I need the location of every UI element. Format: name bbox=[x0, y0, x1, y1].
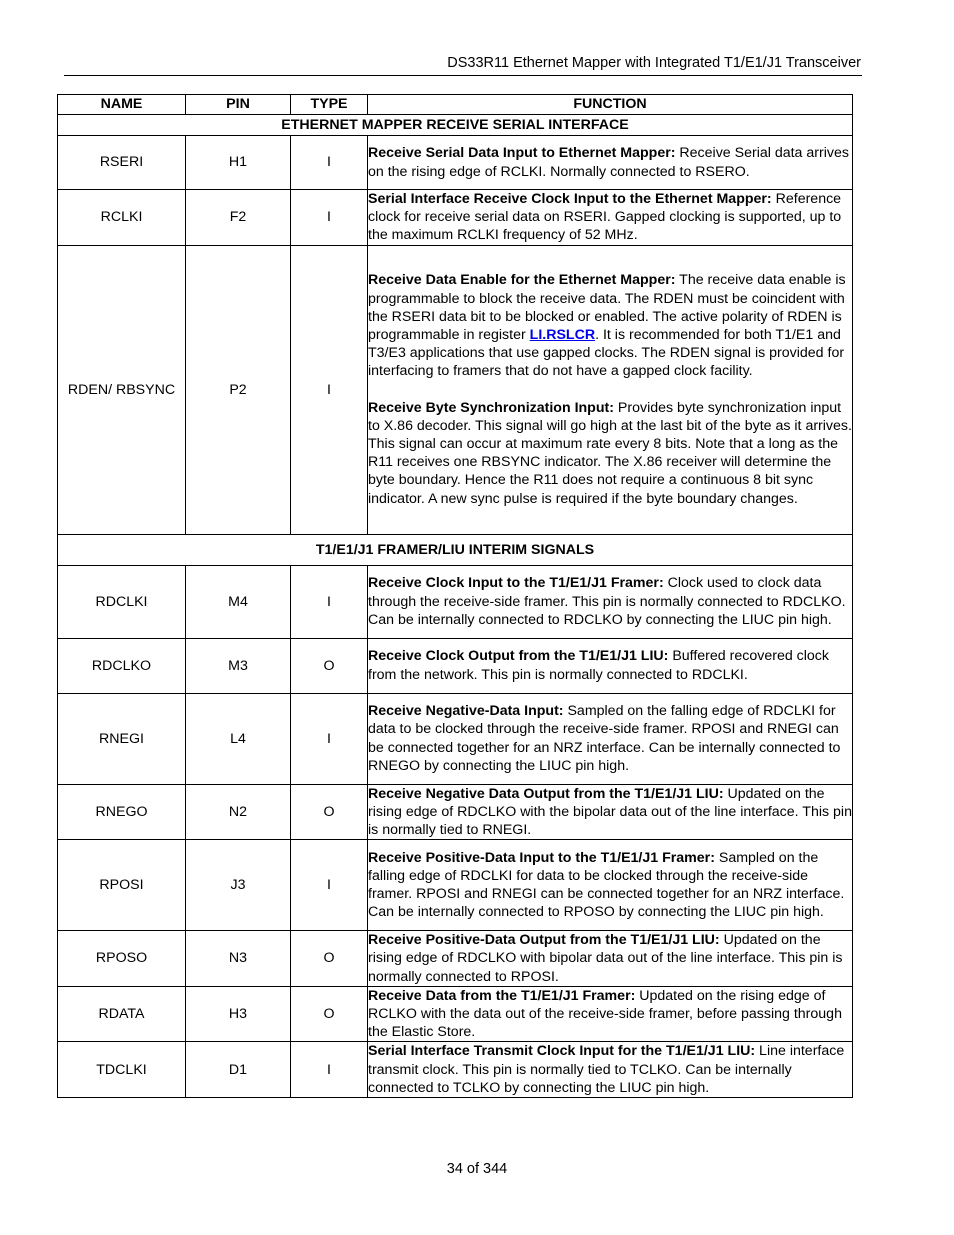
table-row bbox=[58, 638, 853, 693]
column-header-pin: PIN bbox=[186, 95, 291, 115]
function-text: Clock used to clock data through the receive-side framer. This pin is normally connected to RDCLKO. Can be internally connected to RDCLKO by connecting the LIUC pin high. bbox=[368, 575, 846, 628]
pin-number: L4 bbox=[186, 693, 291, 784]
pin-number: N2 bbox=[186, 784, 291, 840]
table-row bbox=[58, 693, 853, 784]
function-title: Receive Data Enable for the Ethernet Mapper: bbox=[368, 272, 676, 289]
function-text: Buffered recovered clock from the network. This pin is normally connected to RDCLKI. bbox=[368, 648, 829, 683]
section-title: ETHERNET MAPPER RECEIVE SERIAL INTERFACE bbox=[58, 115, 853, 136]
table-row bbox=[58, 931, 853, 987]
table-row bbox=[58, 1042, 853, 1098]
pin-function bbox=[368, 784, 853, 840]
pin-name: TDCLKI bbox=[58, 1042, 186, 1098]
pin-type: I bbox=[291, 245, 368, 534]
table-header-row bbox=[58, 95, 853, 115]
function-text: Updated on the rising edge of RCLKO with the data out of the receive-side framer, before passing through the Elastic Store. bbox=[368, 987, 842, 1041]
pin-function bbox=[368, 840, 853, 931]
function-text: The receive data enable is programmable to block the receive data. The RDEN must be coincident with the RSERI data bit to be blocked or enabled. The active polarity of RDEN is programmable in register bbox=[368, 272, 846, 343]
pin-name: RPOSI bbox=[58, 840, 186, 931]
table-row bbox=[58, 986, 853, 1042]
pin-number: J3 bbox=[186, 840, 291, 931]
pin-name: RDEN/ RBSYNC bbox=[58, 245, 186, 534]
function-title: Receive Serial Data Input to Ethernet Mapper: bbox=[368, 145, 676, 162]
register-link-li-rslcr[interactable]: LI.RSLCR bbox=[529, 327, 596, 343]
table-row bbox=[58, 136, 853, 190]
pin-function bbox=[368, 1042, 853, 1098]
function-title: Receive Data from the T1/E1/J1 Framer: bbox=[368, 987, 636, 1004]
function-text: Reference clock for receive serial data on RSERI. Gapped clocking is supported, up to the maximum RCLKI frequency of 52 MHz. bbox=[368, 191, 842, 244]
pin-function bbox=[368, 565, 853, 638]
pin-function bbox=[368, 136, 853, 190]
function-title: Serial Interface Receive Clock Input to the Ethernet Mapper: bbox=[368, 191, 772, 207]
pin-name: RSERI bbox=[58, 136, 186, 190]
table-row bbox=[58, 245, 853, 534]
pin-description-table bbox=[57, 94, 853, 1098]
function-text: Provides byte synchronization input to X.86 decoder. This signal will go high at the last bit of the byte as it arrives. This signal can occur at maximum rate every 8 bits. Note that a long as the R11 receives one RBSYNC indicator. The X.86 receiver will determine the byte boundary. Hence the R11 does not require a continuous 8 bit sync indicator. A new sync pulse is required if the byte boundary changes. bbox=[368, 399, 852, 507]
pin-number: F2 bbox=[186, 190, 291, 246]
function-title: Receive Positive-Data Input to the T1/E1/J1 Framer: bbox=[368, 849, 715, 866]
function-title: Serial Interface Transmit Clock Input for the T1/E1/J1 LIU: bbox=[368, 1043, 756, 1060]
table-row bbox=[58, 190, 853, 246]
pin-number: P2 bbox=[186, 245, 291, 534]
page-header-title: DS33R11 Ethernet Mapper with Integrated T1/E1/J1 Transceiver bbox=[447, 55, 861, 71]
function-text: Receive Serial data arrives on the rising edge of RCLKI. Normally connected to RSERO. bbox=[368, 145, 849, 180]
function-title: Receive Clock Output from the T1/E1/J1 LIU: bbox=[368, 648, 669, 665]
pin-name: RNEGI bbox=[58, 693, 186, 784]
table-row bbox=[58, 784, 853, 840]
pin-type: O bbox=[291, 931, 368, 987]
function-text: Line interface transmit clock. This pin is normally tied to TCLKO. Can be internally connected to TCLKO by connecting the LIUC pin high. bbox=[368, 1043, 845, 1096]
pin-name: RDCLKO bbox=[58, 638, 186, 693]
pin-type: I bbox=[291, 190, 368, 246]
pin-number: D1 bbox=[186, 1042, 291, 1098]
pin-function bbox=[368, 190, 853, 246]
pin-name: RDCLKI bbox=[58, 565, 186, 638]
pin-type: I bbox=[291, 136, 368, 190]
function-text: Updated on the rising edge of RDCLKO with bipolar data out of the line interface. This pin is normally connected to RPOSI. bbox=[368, 932, 843, 985]
function-text: Updated on the rising edge of RDCLKO with the bipolar data out of the line interface. This pin is normally tied to RNEGI. bbox=[368, 785, 852, 839]
pin-function bbox=[368, 931, 853, 987]
column-header-function: FUNCTION bbox=[368, 95, 853, 115]
pin-type: O bbox=[291, 638, 368, 693]
function-title: Receive Clock Input to the T1/E1/J1 Framer: bbox=[368, 575, 664, 592]
page-number: 34 of 344 bbox=[446, 1161, 508, 1177]
pin-type: O bbox=[291, 784, 368, 840]
pin-type: I bbox=[291, 565, 368, 638]
function-text: Sampled on the falling edge of RDCLKI for data to be clocked through the receive-side framer. RPOSI and RNEGI can be connected together for an NRZ interface. Can be internally connected to RNEGO by connecting the LIUC pin high. bbox=[368, 703, 841, 774]
section-row bbox=[58, 115, 853, 136]
pin-number: N3 bbox=[186, 931, 291, 987]
function-title: Receive Byte Synchronization Input: bbox=[368, 399, 614, 416]
function-title: Receive Negative Data Output from the T1/E1/J1 LIU: bbox=[368, 785, 724, 802]
function-title: Receive Negative-Data Input: bbox=[368, 703, 564, 720]
pin-type: I bbox=[291, 840, 368, 931]
pin-function bbox=[368, 638, 853, 693]
header-rule bbox=[64, 75, 862, 76]
column-header-name: NAME bbox=[58, 95, 186, 115]
section-row bbox=[58, 534, 853, 565]
function-text: Sampled on the falling edge of RDCLKI for data to be clocked through the receive-side framer. RPOSI and RNEGI can be connected together for an NRZ interface. Can be internally connected to RPOSO by connecting the LIUC pin high. bbox=[368, 849, 845, 921]
table-row bbox=[58, 840, 853, 931]
pin-number: H1 bbox=[186, 136, 291, 190]
pin-name: RDATA bbox=[58, 986, 186, 1042]
pin-type: O bbox=[291, 986, 368, 1042]
function-text: . It is recommended for both T1/E1 and T3/E3 applications that use gapped clocks. The RDEN signal is provided for interfacing to framers that do not have a gapped clock facility. bbox=[368, 327, 845, 380]
pin-type: I bbox=[291, 1042, 368, 1098]
pin-function bbox=[368, 245, 853, 534]
pin-name: RCLKI bbox=[58, 190, 186, 246]
pin-function bbox=[368, 986, 853, 1042]
pin-name: RPOSO bbox=[58, 931, 186, 987]
pin-type: I bbox=[291, 693, 368, 784]
pin-number: H3 bbox=[186, 986, 291, 1042]
table-row bbox=[58, 565, 853, 638]
pin-name: RNEGO bbox=[58, 784, 186, 840]
section-title: T1/E1/J1 FRAMER/LIU INTERIM SIGNALS bbox=[58, 534, 853, 565]
column-header-type: TYPE bbox=[291, 95, 368, 115]
pin-number: M4 bbox=[186, 565, 291, 638]
function-title: Receive Positive-Data Output from the T1/E1/J1 LIU: bbox=[368, 932, 720, 949]
pin-function bbox=[368, 693, 853, 784]
pin-number: M3 bbox=[186, 638, 291, 693]
